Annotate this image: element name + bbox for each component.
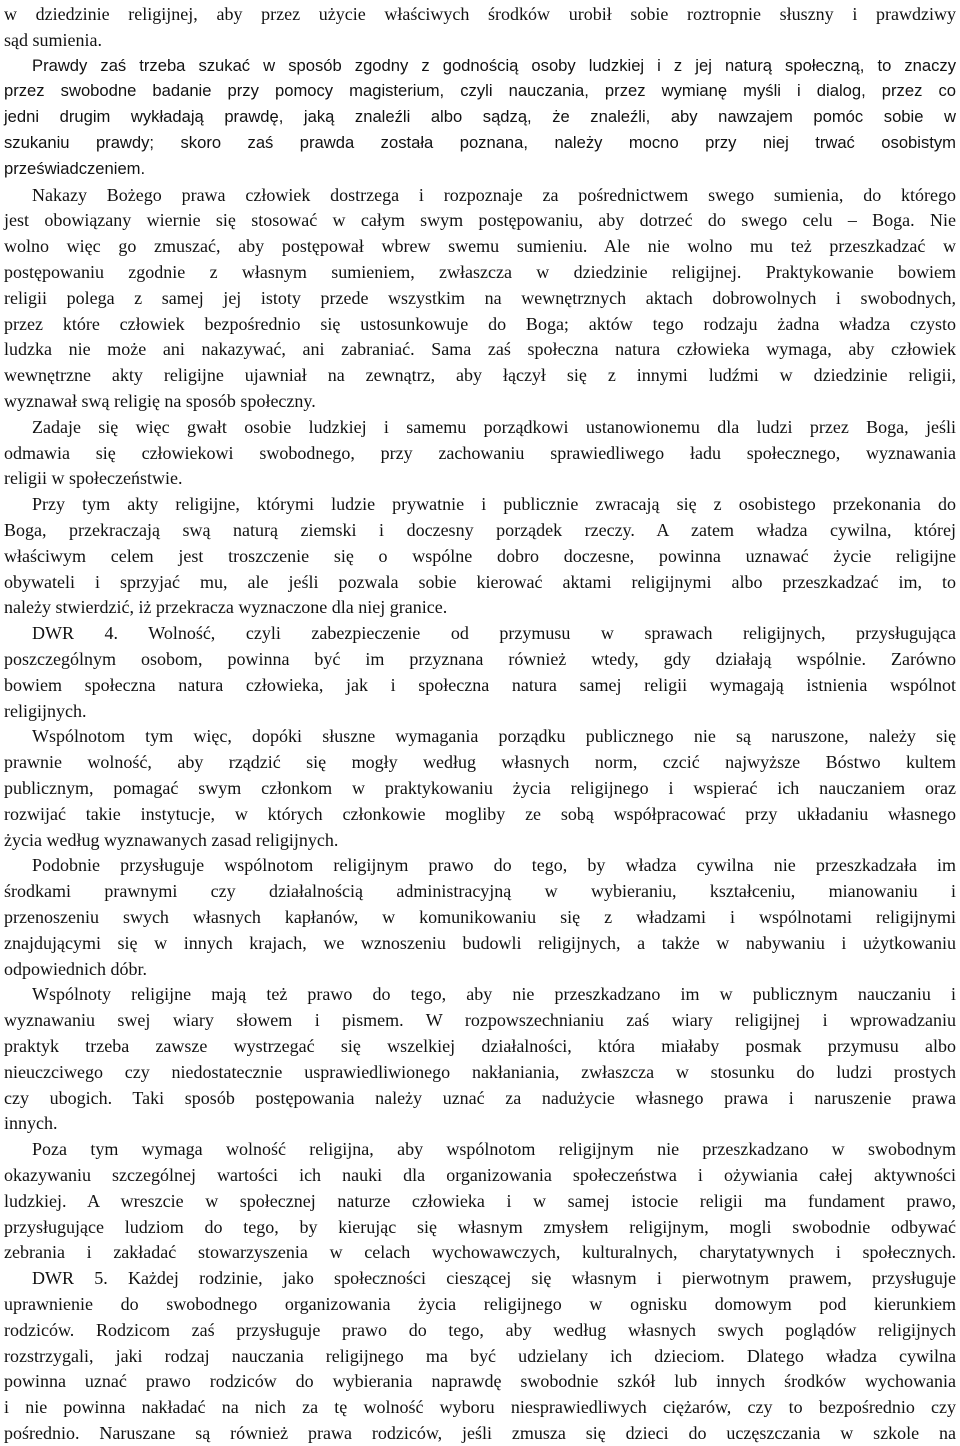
text-line: Zadaje się więc gwałt osobie ludzkiej i samemu porządkowi ustanowionemu dla ludzi przez Boga, jeśli bbox=[32, 416, 956, 437]
text-line: Wspólnoty religijne mają też prawo do tego, aby nie przeszkadzano im w publicznym nauczaniu i bbox=[32, 984, 956, 1005]
text-line: wewnętrzne akty religijne ujawniał na zewnątrz, aby łączył się z innymi ludźmi w dziedzinie religii, bbox=[4, 365, 956, 386]
text-line: uprawnienie do swobodnego organizowania życia religijnego w ognisku domowym pod kierunkiem bbox=[4, 1294, 956, 1314]
text-line: DWR 4. Wolność, czyli zabezpieczenie od przymusu w sprawach religijnych, przysługująca bbox=[32, 623, 956, 644]
text-line: czy ubogich. Taki sposób postępowania należy uznać za nadużycie własnego prawa i naruszenie prawa bbox=[4, 1087, 956, 1108]
text-line: Nakazy Bożego prawa człowiek dostrzega i rozpoznaje za pośrednictwem swego sumienia, do którego bbox=[32, 184, 956, 205]
text-line: ludzka nie może ani nakazywać, ani zabraniać. Sama zaś społeczna natura człowieka wymaga, aby człowiek bbox=[4, 339, 956, 360]
text-line: Boga, przekraczają swą naturą ziemski i doczesny porządek rzeczy. A zatem władza cywilna, której bbox=[4, 520, 956, 540]
text-line: przenoszeniu swych własnych kapłanów, w komunikowaniu się z władzami i wspólnotami religijnymi bbox=[4, 907, 956, 927]
text-line: przez swobodne badanie przy pomocy magisterium, czyli nauczania, przez wymianę myśli i dialog, przez co bbox=[4, 81, 956, 101]
text-line: postępowaniu zgodnie z własnym sumieniem, zwłaszcza w dziedzinie religijnej. Praktykowanie bowiem bbox=[4, 262, 956, 282]
text-line: Podobnie przysługuje wspólnotom religijnym prawo do tego, by władza cywilna nie przeszkadzała im bbox=[32, 855, 956, 876]
text-line: rozwijać takie instytucje, w których członkowie mogliby ze sobą współpracować przy układaniu własnego bbox=[4, 803, 956, 824]
text-line: odpowiednich dóbr. bbox=[4, 958, 147, 979]
text-line: wyznawaniu swej wiary słowem i pismem. W rozpowszechnianiu zaś wiary religijnej i wprowadzaniu bbox=[4, 1010, 956, 1031]
text-line: szukaniu prawdy; skoro zaś prawda została poznana, należy mocno przy niej trwać osobistym bbox=[4, 133, 956, 152]
text-line: okazywaniu szczególnej wartości ich nauki dla organizowania społeczeństwa i ożywiania całej aktywności bbox=[4, 1165, 956, 1185]
text-line: poszczególnym osobom, powinna być im przyznana również wtedy, gdy działają wspólnie. Zarówno bbox=[4, 649, 956, 669]
text-line: nieuczciwego czy niedostatecznie usprawiedliwionego nakłaniania, zwłaszcza w stosunku do ludzi prostych bbox=[4, 1061, 956, 1082]
text-line: właściwym celem jest troszczenie się o wspólne dobro doczesne, powinna uznawać życie religijne bbox=[4, 545, 956, 566]
text-line: ludzkiej. A wreszcie w społecznej naturze człowieka i w samej istocie religii ma fundament prawo, bbox=[4, 1190, 956, 1211]
text-line: sąd sumienia. bbox=[4, 29, 102, 50]
text-line: rodziców. Rodzicom zaś przysługuje prawo do tego, aby według własnych swych poglądów religijnych bbox=[4, 1319, 956, 1340]
text-line: jest obowiązany wiernie się stosować w całym swym postępowaniu, aby dotrzeć do swego celu – Boga. Nie bbox=[4, 210, 956, 231]
text-line: Poza tym wymaga wolność religijna, aby wspólnotom religijnym nie przeszkadzano w swobodnym bbox=[32, 1139, 956, 1160]
text-line: innych. bbox=[4, 1113, 58, 1134]
text-line: Prawdy zaś trzeba szukać w sposób zgodny z godnością osoby ludzkiej i z jej naturą społeczną, to znaczy bbox=[32, 55, 956, 75]
text-line: środkami prawnymi czy działalnością administracyjną w wybieraniu, kształceniu, mianowaniu i bbox=[4, 881, 956, 902]
text-line: znajdującymi się w innych krajach, we wznoszeniu budowli religijnych, a także w nabywaniu i użytkowaniu bbox=[4, 932, 956, 953]
text-line: w dziedzinie religijnej, aby przez użycie właściwych środków urobił sobie roztropnie słuszny i prawdziwy bbox=[4, 4, 956, 24]
text-line: pośrednio. Naruszane są również prawa rodziców, jeśli zmusza się dzieci do uczęszczania w szkole na bbox=[4, 1423, 956, 1443]
text-line: i nie powinna nakładać na nich za tę wolność wyboru niesprawiedliwych ciężarów, czy to bezpośrednio czy bbox=[4, 1397, 956, 1418]
text-line: rozstrzygali, jaki rodzaj nauczania religijnego ma być udzielany ich dzieciom. Dlatego władza cywilna bbox=[4, 1345, 956, 1366]
text-line: religijnych. bbox=[4, 700, 87, 721]
text-line: Przy tym akty religijne, którymi ludzie prywatnie i publicznie zwracają się z osobistego przekonania do bbox=[32, 494, 956, 515]
text-line: religii polega z samej jej istoty przede wszystkim na wewnętrznych aktach dobrowolnych i swobodnych, bbox=[4, 287, 956, 308]
text-line: wolno więc go zmuszać, aby postępował wbrew swemu sumieniu. Ale nie wolno mu też przeszkadzać w bbox=[4, 236, 956, 257]
text-line: należy stwierdzić, iż przekracza wyznaczone dla niej granice. bbox=[4, 597, 448, 618]
text-line: Wspólnotom tym więc, dopóki słuszne wymagania porządku publicznego nie są naruszone, należy się bbox=[32, 726, 956, 747]
text-line: obywateli i sprzyjać mu, ale jeśli pozwala sobie kierować aktami religijnymi albo przeszkadzać im, to bbox=[4, 571, 956, 592]
text-line: prawnie wolność, aby rządzić się mogły według własnych norm, czcić najwyższe Bóstwo kultem bbox=[4, 752, 956, 773]
text-line: powinna uznać prawo rodziców do wybierania naprawdę swobodnie szkół lub innych środków wychowania bbox=[4, 1371, 956, 1392]
text-line: publicznym, pomagać swym członkom w praktykowaniu życia religijnego i wspierać ich nauczaniem oraz bbox=[4, 778, 956, 798]
text-line: przez które człowiek bezpośrednio się ustosunkowuje do Boga; aktów tego rodzaju żadna władza czysto bbox=[4, 313, 956, 334]
text-line: życia według wyznawanych zasad religijnych. bbox=[4, 829, 339, 850]
text-line: DWR 5. Każdej rodzinie, jako społeczności cieszącej się własnym i pierwotnym prawem, przysługuje bbox=[32, 1268, 956, 1289]
text-line: praktyk trzeba zawsze wystrzegać się wszelkiej działalności, która miałaby posmak przymusu albo bbox=[4, 1036, 956, 1056]
text-line: jedni drugim wykładają prawdę, jaką znaleźli albo sądzą, że znaleźli, aby nawzajem pomóc sobie w bbox=[4, 107, 956, 127]
text-line: przysługujące ludziom do tego, by kierując się własnym zmysłem religijnym, mogli swobodnie odbywać bbox=[4, 1216, 956, 1237]
text-line: wyznawał swą religię na sposób społeczny. bbox=[4, 391, 316, 411]
text-line: odmawia się człowiekowi swobodnego, przy zachowaniu sprawiedliwego ładu społecznego, wyznawania bbox=[4, 442, 956, 463]
text-line: bowiem społeczna natura człowieka, jak i społeczna natura samej religii wymagają istnienia wspólnot bbox=[4, 674, 956, 695]
text-line: przeświadczeniem. bbox=[4, 158, 146, 178]
text-line: zebrania i zakładać stowarzyszenia w celach wychowawczych, kulturalnych, charytatywnych i społecznych. bbox=[4, 1242, 956, 1263]
text-line: religii w społeczeństwie. bbox=[4, 468, 183, 489]
